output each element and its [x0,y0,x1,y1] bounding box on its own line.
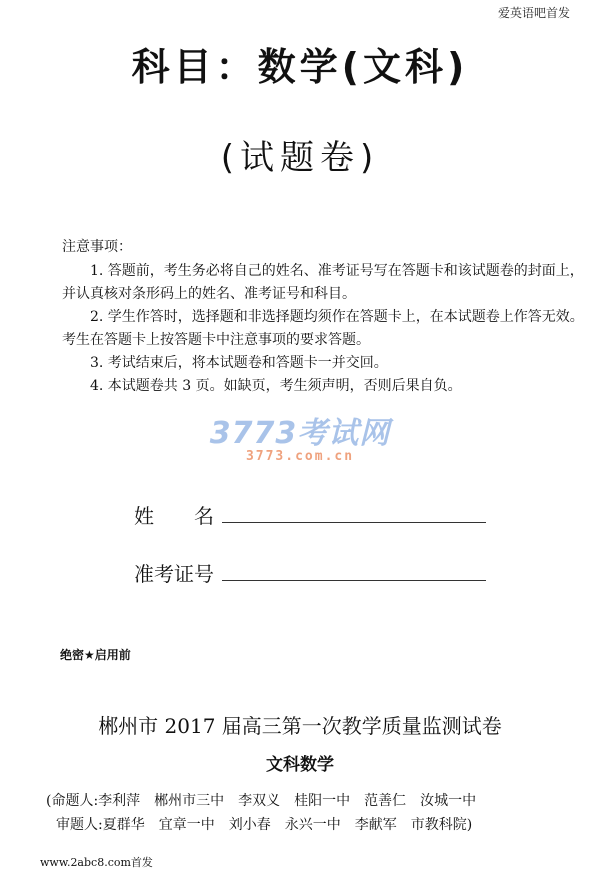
watermark-sub: 3773.com.cn [245,449,355,464]
corner-note: 爱英语吧首发 [497,6,570,20]
note-item: 3. 考试结束后，将本试题卷和答题卡一并交回。 [90,355,388,371]
note-item: 4. 本试题卷共 3 页。如缺页，考生须声明，否则后果自负。 [90,378,462,394]
secret-mark: 绝密★启用前 [60,648,131,662]
subject-title: 科目：数学(文科) [131,45,469,89]
reviewers-line: 审题人:夏群华 宜章一中 刘小春 永兴一中 李献军 市教科院) [56,817,473,833]
note-item: 2. 学生作答时，选择题和非选择题均须作在答题卡上，在本试题卷上作答无效。考生在答题卡上按答题卡中注意事项的要求答题。 [62,309,584,348]
id-label: 准考证号 [134,562,214,586]
watermark-logo [0,418,600,464]
watermark-main: 3773考试网 [209,416,391,451]
footer-site: www.2abc8.com首发 [40,856,153,869]
paper-type-title: (试题卷) [220,138,380,178]
name-field-line [222,522,486,523]
id-field-line [222,580,486,581]
exam-subject: 文科数学 [266,755,334,775]
name-label: 姓 名 [134,504,214,528]
note-item: 1. 答题前，考生务必将自己的姓名、准考证号写在答题卡和该试题卷的封面上，并认真核对条形码上的姓名、准考证号和科目。 [62,263,584,302]
notes-list [62,260,586,398]
exam-title: 郴州市 2017 届高三第一次教学质量监测试卷 [98,714,502,738]
notes-title: 注意事项： [62,239,132,255]
setters-line: (命题人:李利萍 郴州市三中 李双义 桂阳一中 范善仁 汝城一中 [46,793,477,809]
